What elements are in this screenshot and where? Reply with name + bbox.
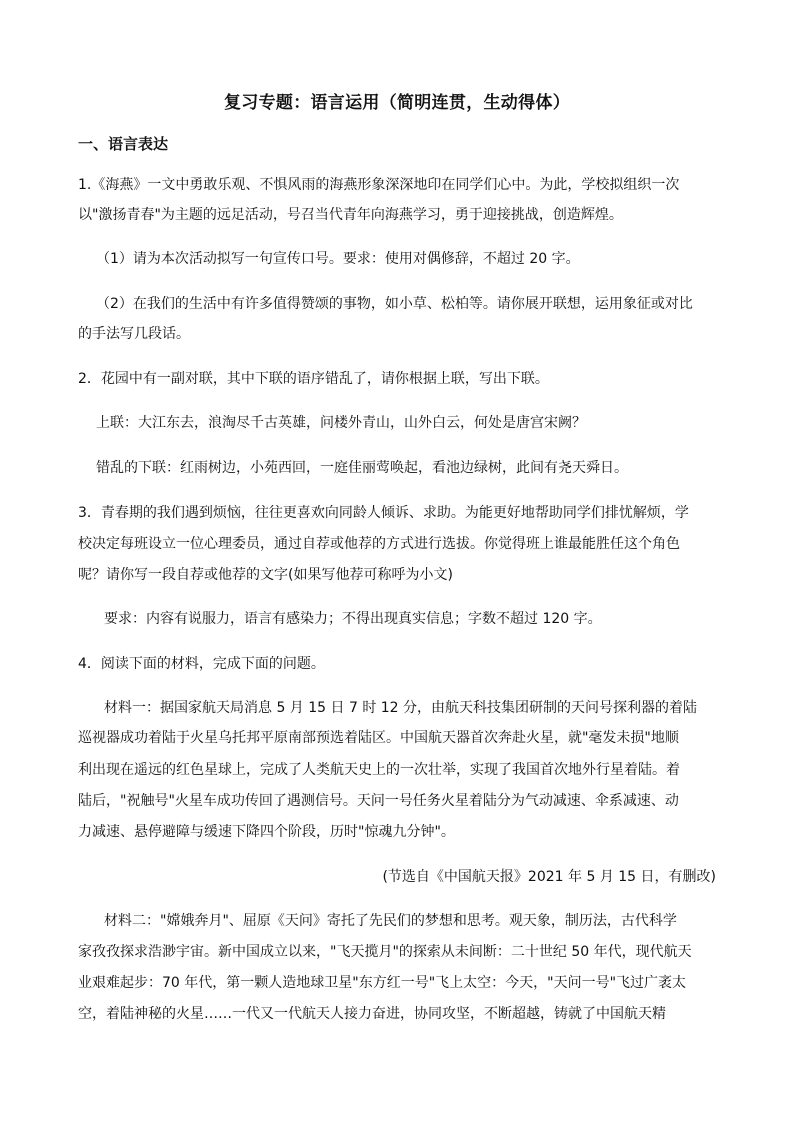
material1-source: (节选自《中国航天报》2021 年 5 月 15 日，有删改) <box>382 869 716 885</box>
q3-requirement: 要求：内容有说服力，语言有感染力；不得出现真实信息；字数不超过 120 字。 <box>104 611 602 627</box>
q4-line: 4．阅读下面的材料，完成下面的问题。 <box>78 656 325 672</box>
q1-line-1: 1.《海燕》一文中勇敢乐观、不惧风雨的海燕形象深深地印在同学们心中。为此，学校拟组织一次 <box>78 177 680 193</box>
q3-line-2: 校决定每班设立一位心理委员，通过自荐或他荐的方式进行选拔。你觉得班上谁最能胜任这个角色 <box>78 536 680 552</box>
q2-line: 2．花园中有一副对联，其中下联的语序错乱了，请你根据上联，写出下联。 <box>78 371 549 387</box>
material1-line-4: 陆后，"祝触号"火星车成功传回了遇测信号。天问一号任务火星着陆分为气动减速、伞系减速、动 <box>78 793 679 809</box>
material1-line-3: 利出现在遥远的红色星球上，完成了人类航天史上的一次壮举，实现了我国首次地外行星着陆。着 <box>78 762 680 778</box>
section-heading: 一、语言表达 <box>78 135 169 153</box>
page-title: 复习专题：语言运用（简明连贯，生动得体） <box>224 93 570 113</box>
q2-lower-couplet: 错乱的下联：红雨树边，小苑西回，一庭佳丽莺唤起，看池边绿树，此间有尧天舜日。 <box>96 460 628 476</box>
q2-upper-couplet: 上联：大江东去，浪淘尽千古英雄，问楼外青山，山外白云，何处是唐宫宋阙？ <box>96 415 586 431</box>
material2-line-3: 业艰难起步：70 年代，第一颗人造地球卫星"东方红一号"飞上太空：今天，"天问一号"飞过广袤太 <box>78 975 687 991</box>
q3-line-1: 3．青春期的我们遇到烦恼，往往更喜欢向同龄人倾诉、求助。为能更好地帮助同学们排忧解烦，学 <box>78 505 689 521</box>
q1-line-2: 以"激扬青春"为主题的远足活动，号召当代青年向海燕学习，勇于迎接挑战，创造辉煌。 <box>78 207 623 223</box>
material1-line-1: 材料一：据国家航天局消息 5 月 15 日 7 时 12 分，由航天科技集团研制的天问号探利器的着陆 <box>104 700 698 716</box>
material2-line-4: 空，着陆神秘的火星……一代又一代航天人接力奋进，协同攻坚，不断超越，铸就了中国航天精 <box>78 1006 666 1022</box>
q1-sub2-line-1: （2）在我们的生活中有许多值得赞颂的事物，如小草、松柏等。请你展开联想，运用象征或对比 <box>96 296 693 312</box>
material1-line-2: 巡视器成功着陆于火星乌托邦平原南部预选着陆区。中国航天器首次奔赴火星，就"毫发未损"地顺 <box>78 730 679 746</box>
material1-line-5: 力减速、悬停避障与缓速下降四个阶段，历时"惊魂九分钟"。 <box>78 824 455 840</box>
material2-line-1: 材料二："嫦娥奔月"、屈原《天问》寄托了先民们的梦想和思考。观天象，制历法，古代科学 <box>104 913 677 929</box>
q3-line-3: 呢？请你写一段自荐或他荐的文字(如果写他荐可称呼为小文) <box>78 567 453 583</box>
material2-line-2: 家孜孜探求浩渺宇宙。新中国成立以来，"飞天揽月"的探索从未间断：二十世纪 50 年代，现代航天 <box>78 944 692 960</box>
q1-sub2-line-2: 的手法写几段话。 <box>78 326 190 342</box>
q1-sub1: （1）请为本次活动拟写一句宣传口号。要求：使用对偶修辞，不超过 20 字。 <box>96 251 580 267</box>
